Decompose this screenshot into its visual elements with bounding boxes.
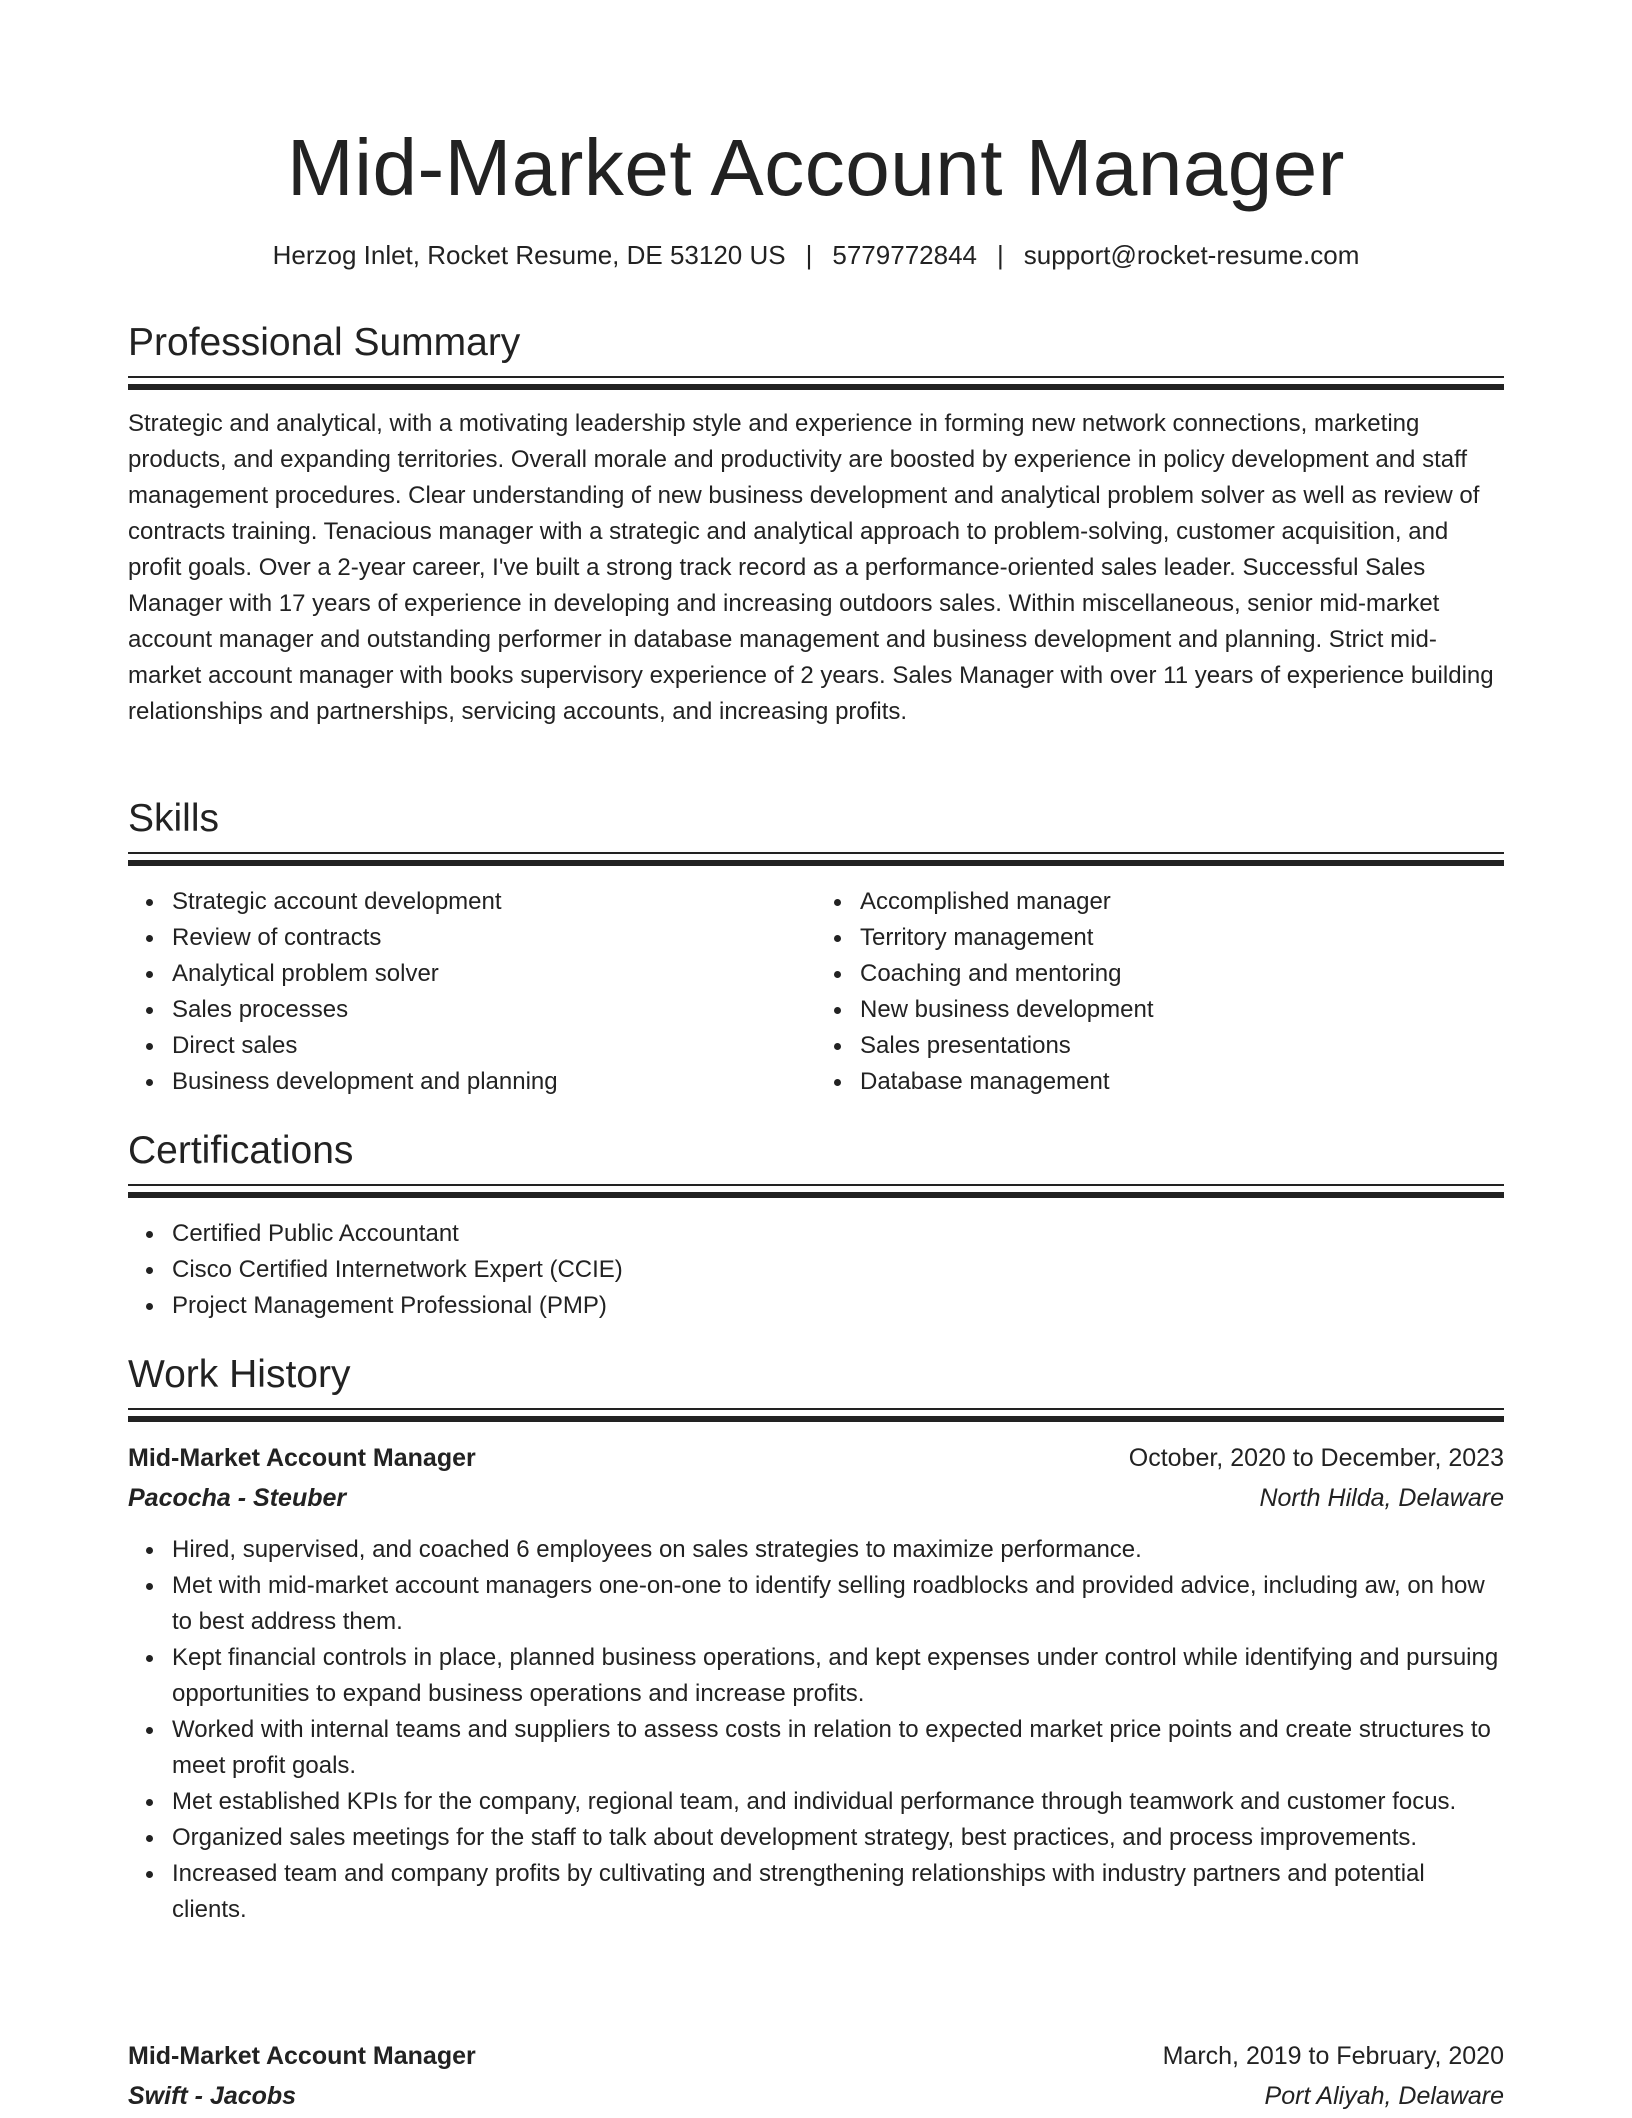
skill-item: Territory management bbox=[860, 920, 1504, 956]
section-divider bbox=[128, 376, 1504, 378]
summary-section bbox=[128, 318, 1504, 725]
skills-columns bbox=[128, 884, 1504, 1100]
job-bullet: Organized sales meetings for the staff to talk about development strategy, best practices, and process improvements. bbox=[172, 1820, 1504, 1856]
job-title: Mid-Market Account Manager bbox=[128, 2042, 476, 2070]
job-company: Pacocha - Steuber bbox=[128, 1484, 347, 1512]
skill-item: Direct sales bbox=[172, 1028, 816, 1064]
job-company: Swift - Jacobs bbox=[128, 2082, 297, 2110]
skill-item: Strategic account development bbox=[172, 884, 816, 920]
page-title: Mid-Market Account Manager bbox=[287, 123, 1345, 212]
job-dates: March, 2019 to February, 2020 bbox=[1162, 2042, 1504, 2070]
skill-item: Sales presentations bbox=[860, 1028, 1504, 1064]
job-bullet: Met with mid-market account managers one-on-one to identify selling roadblocks and provided advice, including aw, on how to best address them. bbox=[172, 1568, 1504, 1640]
section-divider bbox=[128, 1408, 1504, 1410]
summary-heading: Professional Summary bbox=[128, 321, 521, 364]
section-divider bbox=[128, 1192, 1504, 1198]
skill-item: Review of contracts bbox=[172, 920, 816, 956]
certification-item: Cisco Certified Internetwork Expert (CCIE) bbox=[172, 1252, 1504, 1288]
summary-text: Strategic and analytical, with a motivating leadership style and experience in forming new network connections, marketing products, and expanding territories. Overall morale and productivity are boosted by experience in policy development and staff management procedures. Clear understanding of new business development and analytical problem solver as well as review of contracts training. Tenacious manager with a strategic and analytical approach to problem-solving, customer acquisition, and profit goals. Over a 2-year career, I've built a strong track record as a performance-oriented sales leader. Successful Sales Manager with 17 years of experience in developing and increasing outdoors sales. Within miscellaneous, senior mid-market account manager and outstanding performer in database management and business development and planning. Strict mid-market account manager with books supervisory experience of 2 years. Sales Manager with over 11 years of experience building relationships and partnerships, servicing accounts, and increasing profits. bbox=[128, 410, 1494, 725]
work-history-section bbox=[128, 1350, 1504, 2110]
skill-item: Sales processes bbox=[172, 992, 816, 1028]
job-bullet: Kept financial controls in place, planned business operations, and kept expenses under control while identifying and pursuing opportunities to expand business operations and increase profits. bbox=[172, 1640, 1504, 1712]
skills-section bbox=[128, 794, 1504, 1095]
section-divider bbox=[128, 1416, 1504, 1422]
certifications-heading: Certifications bbox=[128, 1129, 354, 1172]
job-header bbox=[128, 1440, 1504, 1520]
skill-item: Business development and planning bbox=[172, 1064, 816, 1100]
contact-phone: 5779772844 bbox=[832, 240, 977, 270]
job-entry bbox=[128, 2038, 1504, 2118]
section-divider bbox=[128, 384, 1504, 390]
contact-email: support@rocket-resume.com bbox=[1023, 240, 1360, 270]
job-bullets bbox=[128, 1532, 1504, 1928]
skills-heading: Skills bbox=[128, 797, 220, 840]
job-header bbox=[128, 2038, 1504, 2118]
contact-address: Herzog Inlet, Rocket Resume, DE 53120 US bbox=[272, 240, 786, 270]
certification-item: Project Management Professional (PMP) bbox=[172, 1288, 1504, 1324]
skills-list-right bbox=[816, 884, 1504, 1100]
skill-item: Accomplished manager bbox=[860, 884, 1504, 920]
skill-item: New business development bbox=[860, 992, 1504, 1028]
skill-item: Coaching and mentoring bbox=[860, 956, 1504, 992]
certifications-list bbox=[128, 1216, 1504, 1324]
section-divider bbox=[128, 852, 1504, 854]
skill-item: Analytical problem solver bbox=[172, 956, 816, 992]
contact-separator: | bbox=[997, 240, 1004, 270]
contact-separator: | bbox=[805, 240, 813, 270]
job-bullet: Met established KPIs for the company, regional team, and individual performance through teamwork and customer focus. bbox=[172, 1784, 1504, 1820]
job-title: Mid-Market Account Manager bbox=[128, 1444, 476, 1472]
job-bullet: Hired, supervised, and coached 6 employees on sales strategies to maximize performance. bbox=[172, 1532, 1504, 1568]
contact-line bbox=[0, 238, 1632, 272]
job-dates: October, 2020 to December, 2023 bbox=[1128, 1444, 1504, 1472]
skills-list-left bbox=[128, 884, 816, 1100]
certifications-section bbox=[128, 1126, 1504, 1319]
section-divider bbox=[128, 860, 1504, 866]
work-history-heading: Work History bbox=[128, 1353, 351, 1396]
job-entry bbox=[128, 1440, 1504, 1928]
certification-item: Certified Public Accountant bbox=[172, 1216, 1504, 1252]
job-location: Port Aliyah, Delaware bbox=[1264, 2082, 1504, 2110]
section-divider bbox=[128, 1184, 1504, 1186]
job-bullet: Worked with internal teams and suppliers to assess costs in relation to expected market price points and create structures to meet profit goals. bbox=[172, 1712, 1504, 1784]
job-bullet: Increased team and company profits by cultivating and strengthening relationships with industry partners and potential clients. bbox=[172, 1856, 1504, 1928]
job-location: North Hilda, Delaware bbox=[1259, 1484, 1504, 1512]
skill-item: Database management bbox=[860, 1064, 1504, 1100]
